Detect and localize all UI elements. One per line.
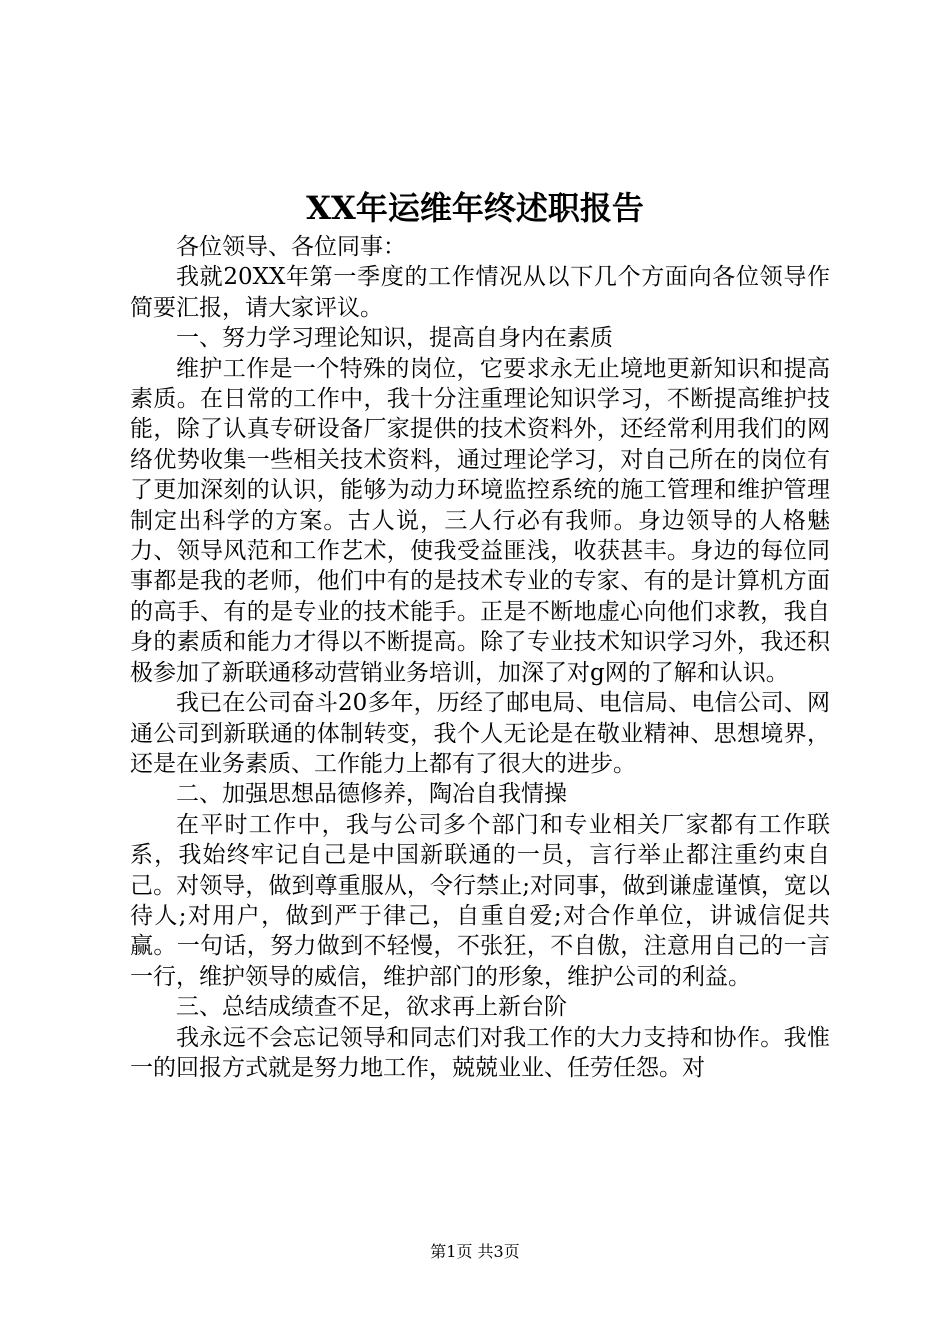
body-paragraph: 维护工作是一个特殊的岗位，它要求永无止境地更新知识和提高素质。在日常的工作中，我十分注重理论知识学习，不断提高维护技能，除了认真专研设备厂家提供的技术资料外，还经常利用我们的网络优势收集一些相关技术资料，通过理论学习，对自己所在的岗位有了更加深刻的认识，能够为动力环境监控系统的施工管理和维护管理制定出科学的方案。古人说，三人行必有我师。身边领导的人格魅力、领导风范和工作艺术，使我受益匪浅，收获甚丰。身边的每位同事都是我的老师，他们中有的是技术专业的专家、有的是计算机方面的高手、有的是专业的技术能手。正是不断地虚心向他们求教，我自身的素质和能力才得以不断提高。除了专业技术知识学习外，我还积极参加了新联通移动营销业务培训，加深了对g网的了解和认识。 bbox=[130, 355, 830, 686]
section-heading-2: 二、加强思想品德修养，陶冶自我情操 bbox=[176, 781, 567, 808]
intro-paragraph: 我就20XX年第一季度的工作情况从以下几个方面向各位领导作简要汇报，请大家评议。 bbox=[130, 264, 830, 321]
body-paragraph: 我已在公司奋斗20多年，历经了邮电局、电信局、电信公司、网通公司到新联通的体制转变，我个人无论是在敬业精神、思想境界，还是在业务素质、工作能力上都有了很大的进步。 bbox=[130, 690, 830, 777]
document-body bbox=[130, 232, 830, 1083]
body-paragraph: 我永远不会忘记领导和同志们对我工作的大力支持和协作。我惟一的回报方式就是努力地工作，兢兢业业、任劳任怨。对 bbox=[130, 1024, 830, 1081]
document-title: XX年运维年终述职报告 bbox=[306, 189, 644, 227]
page-footer: 第1页 共3页 bbox=[430, 1242, 520, 1261]
section-heading-3: 三、总结成绩查不足，欲求再上新台阶 bbox=[176, 994, 567, 1021]
salutation: 各位领导、各位同事： bbox=[176, 234, 406, 260]
section-heading-1: 一、努力学习理论知识，提高自身内在素质 bbox=[176, 325, 613, 352]
body-paragraph: 在平时工作中，我与公司多个部门和专业相关厂家都有工作联系，我始终牢记自己是中国新联通的一员，言行举止都注重约束自己。对领导，做到尊重服从，令行禁止;对同事，做到谦虚谨慎，宽以待人;对用户，做到严于律己，自重自爱;对合作单位，讲诚信促共赢。一句话，努力做到不轻慢，不张狂，不自傲，注意用自己的一言一行，维护领导的威信，维护部门的形象，维护公司的利益。 bbox=[130, 811, 830, 990]
